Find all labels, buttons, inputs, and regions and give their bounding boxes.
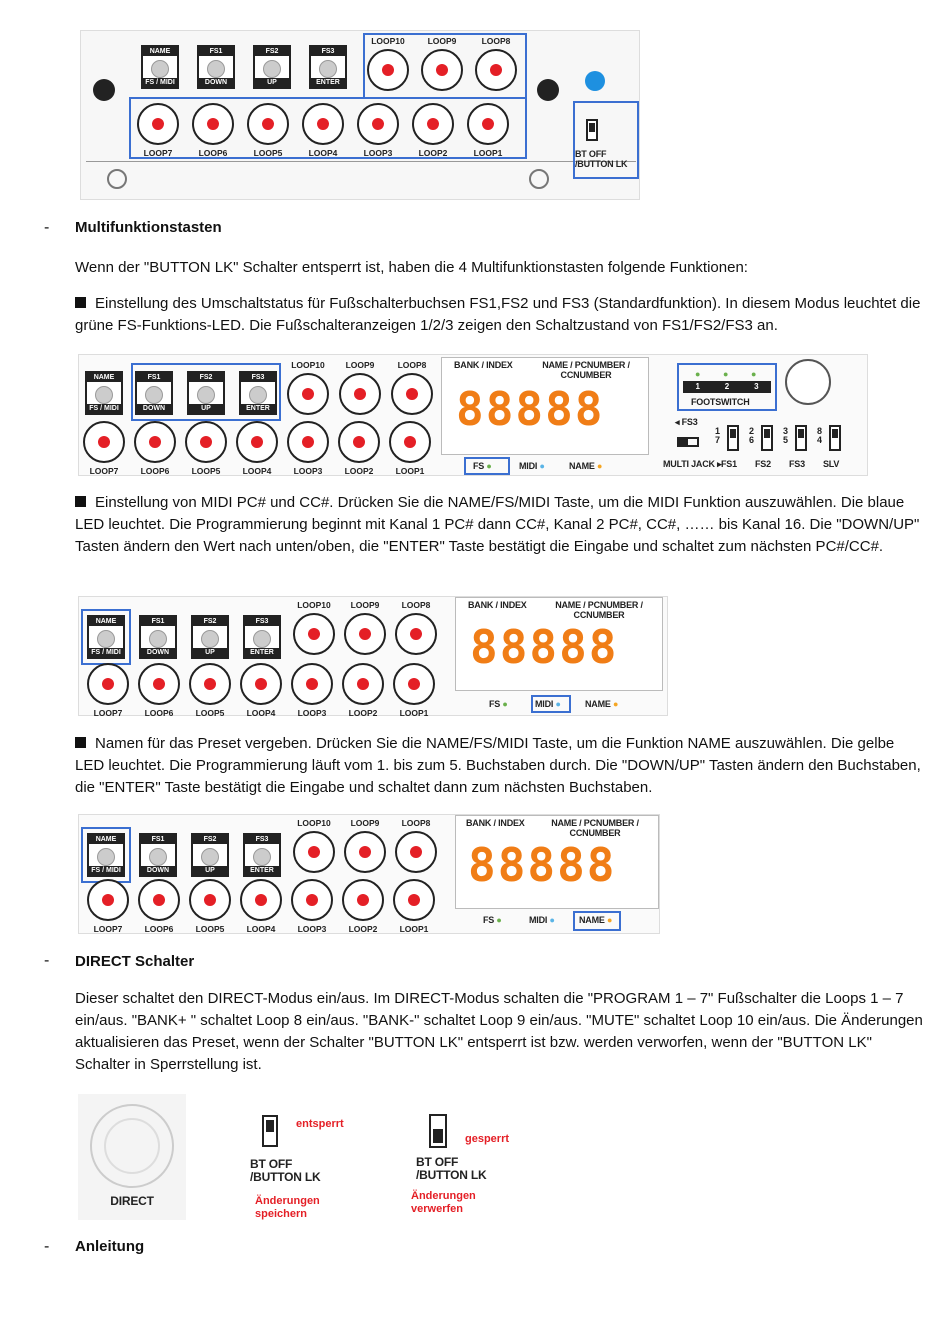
segment-display	[455, 597, 663, 691]
paragraph-name-function	[75, 733, 925, 799]
loop-button-loop7[interactable]	[87, 663, 129, 705]
dip-pair-label: 1 7	[715, 426, 720, 445]
loop-label: LOOP5	[195, 924, 225, 934]
loop-label: LOOP2	[348, 708, 378, 718]
loop-button-loop7[interactable]	[83, 421, 125, 463]
bt-off-switch[interactable]	[586, 119, 598, 141]
loop-label: LOOP6	[198, 148, 228, 158]
button-bottom-label: ENTER	[311, 78, 345, 87]
name-led-label: NAME ●	[585, 699, 619, 709]
function-button-fs3[interactable]	[239, 371, 277, 415]
jack-hole-right	[537, 79, 559, 101]
loop-label: LOOP4	[246, 708, 276, 718]
square-bullet-icon	[75, 297, 86, 308]
button-top-label: FS3	[245, 835, 279, 844]
function-button-fs1[interactable]	[139, 833, 177, 877]
loop-button-loop4[interactable]	[302, 103, 344, 145]
output-label: SLV	[823, 459, 840, 469]
loop-button-loop5[interactable]	[185, 421, 227, 463]
button-cap	[253, 630, 271, 648]
save-changes-label: Änderungen speichern	[255, 1195, 320, 1220]
loop-button-loop2[interactable]	[338, 421, 380, 463]
loop-button-loop2[interactable]	[412, 103, 454, 145]
function-button-fs1[interactable]	[197, 45, 235, 89]
loop-button-loop5[interactable]	[247, 103, 289, 145]
output-label: FS3	[789, 459, 805, 469]
loop-label: LOOP7	[143, 148, 173, 158]
loop-label: LOOP2	[348, 924, 378, 934]
loop-label: LOOP6	[144, 708, 174, 718]
function-button-fs1[interactable]	[139, 615, 177, 659]
loop-button-loop1[interactable]	[393, 879, 435, 921]
display-header-name: NAME / PCNUMBER / CCNUMBER	[555, 600, 643, 620]
display-header-bank: BANK / INDEX	[468, 600, 527, 610]
button-top-label: FS1	[141, 835, 175, 844]
loop-label: LOOP3	[297, 708, 327, 718]
footswitch-cap-icon	[104, 1118, 160, 1174]
button-cap	[201, 848, 219, 866]
multi-jack-switch[interactable]	[677, 437, 699, 447]
square-bullet-icon	[75, 496, 86, 507]
segment-display	[441, 357, 649, 455]
loop-button-loop4[interactable]	[240, 663, 282, 705]
square-bullet-icon	[75, 737, 86, 748]
section-heading-multifunction: Multifunktionstasten	[75, 219, 222, 236]
screw-right	[529, 169, 549, 189]
button-bottom-label: DOWN	[137, 404, 171, 413]
button-top-label: NAME	[89, 617, 123, 626]
loop-button-loop9[interactable]	[344, 613, 386, 655]
button-bottom-label: FS / MIDI	[89, 648, 123, 657]
loop-label: LOOP8	[397, 360, 427, 370]
loop-button-loop6[interactable]	[134, 421, 176, 463]
button-cap	[319, 60, 337, 78]
loop-label: LOOP5	[253, 148, 283, 158]
button-top-label: NAME	[143, 47, 177, 56]
locked-label: gesperrt	[465, 1133, 510, 1145]
button-bottom-label: ENTER	[241, 404, 275, 413]
footswitch-led-2: ●	[723, 369, 729, 379]
multi-jack-label: MULTI JACK ▸	[663, 459, 722, 469]
button-top-label: NAME	[87, 373, 121, 382]
loop-button-loop4[interactable]	[240, 879, 282, 921]
loop-label: LOOP8	[401, 818, 431, 828]
discard-changes-label: Änderungen verwerfen	[411, 1190, 476, 1215]
footswitch-led-1: ●	[695, 369, 701, 379]
function-button-name[interactable]	[87, 615, 125, 659]
dip-switch-slv[interactable]	[829, 425, 841, 451]
loop-label: LOOP1	[395, 466, 425, 476]
loop-button-loop6[interactable]	[138, 663, 180, 705]
loop-label: LOOP1	[473, 148, 503, 158]
loop-button-loop10[interactable]	[293, 613, 335, 655]
loop-label: LOOP9	[350, 818, 380, 828]
bullet-dash: -	[44, 219, 50, 236]
loop-label: LOOP10	[371, 36, 405, 46]
button-bottom-label: UP	[189, 404, 223, 413]
function-button-fs2[interactable]	[187, 371, 225, 415]
button-cap	[201, 630, 219, 648]
function-button-fs3[interactable]	[309, 45, 347, 89]
loop-button-loop3[interactable]	[287, 421, 329, 463]
loop-button-loop9[interactable]	[344, 831, 386, 873]
footswitch-bar: 1 2 3	[683, 381, 771, 393]
dip-switch-fs1[interactable]	[727, 425, 739, 451]
button-bottom-label: FS / MIDI	[143, 78, 177, 87]
button-cap	[97, 848, 115, 866]
button-bottom-label: FS / MIDI	[87, 404, 121, 413]
display-header-bank: BANK / INDEX	[454, 360, 513, 370]
dip-pair-label: 8 4	[817, 426, 822, 445]
loop-button-loop1[interactable]	[389, 421, 431, 463]
loop-button-loop8[interactable]	[395, 831, 437, 873]
loop-button-loop9[interactable]	[339, 373, 381, 415]
loop-button-loop4[interactable]	[236, 421, 278, 463]
bullet-dash: -	[44, 952, 50, 969]
footswitch-label: FOOTSWITCH	[691, 397, 750, 407]
loop-label: LOOP10	[297, 818, 331, 828]
paragraph-midi-function	[75, 492, 925, 558]
fs3-arrow-label: ◂ FS3	[675, 417, 698, 427]
bt-off-switch-unlocked[interactable]	[262, 1115, 278, 1147]
seven-segment-digits: 88888	[456, 382, 605, 436]
loop-label: LOOP2	[418, 148, 448, 158]
function-button-fs2[interactable]	[191, 833, 229, 877]
front-panel-image	[80, 30, 640, 200]
button-cap	[149, 848, 167, 866]
display-header-name: NAME / PCNUMBER / CCNUMBER	[551, 818, 639, 838]
loop-label: LOOP8	[481, 36, 511, 46]
button-bottom-label: DOWN	[199, 78, 233, 87]
button-top-label: FS3	[241, 373, 275, 382]
loop-button-loop10[interactable]	[287, 373, 329, 415]
loop-label: LOOP4	[242, 466, 272, 476]
loop-button-loop1[interactable]	[467, 103, 509, 145]
loop-label: LOOP7	[89, 466, 119, 476]
dip-switch-fs3[interactable]	[795, 425, 807, 451]
unlocked-label: entsperrt	[296, 1118, 344, 1130]
loop-button-loop8[interactable]	[395, 613, 437, 655]
loop-label: LOOP3	[297, 924, 327, 934]
button-top-label: FS2	[255, 47, 289, 56]
footswitch-led-3: ●	[751, 369, 757, 379]
loop-button-loop3[interactable]	[291, 879, 333, 921]
loop-label: LOOP3	[363, 148, 393, 158]
button-cap	[207, 60, 225, 78]
loop-button-loop3[interactable]	[291, 663, 333, 705]
output-label: FS1	[721, 459, 737, 469]
loop-label: LOOP6	[140, 466, 170, 476]
paragraph-text: Einstellung des Umschaltstatus für Fußschalterbuchsen FS1,FS2 und FS3 (Standardfunktion). In diesem Modus leuchtet die grüne FS-Funktions-LED. Die Fußschalteranzeigen 1/2/3 zeigen den Schaltzustand von FS1/FS2/FS3 an.	[75, 295, 921, 334]
function-button-fs2[interactable]	[253, 45, 291, 89]
button-cap	[263, 60, 281, 78]
status-led-blue	[585, 71, 605, 91]
loop-label: LOOP5	[191, 466, 221, 476]
loop-label: LOOP1	[399, 924, 429, 934]
loop-label: LOOP8	[401, 600, 431, 610]
bt-off-label: BT OFF /BUTTON LK	[250, 1157, 321, 1184]
loop-label: LOOP3	[293, 466, 323, 476]
button-bottom-label: UP	[255, 78, 289, 87]
loop-button-loop8[interactable]	[391, 373, 433, 415]
paragraph-fs-function	[75, 293, 925, 337]
loop-button-loop2[interactable]	[342, 663, 384, 705]
jack-hole-left	[93, 79, 115, 101]
din-socket-icon	[785, 359, 831, 405]
panel-base-line	[86, 161, 636, 162]
button-bottom-label: ENTER	[245, 866, 279, 875]
loop-button-loop9[interactable]	[421, 49, 463, 91]
paragraph-text: Einstellung von MIDI PC# und CC#. Drücken Sie die NAME/FS/MIDI Taste, um die MIDI Funktion auszuwählen. Die blaue LED leuchtet. Die Programmierung beginnt mit Kanal 1 PC# dann CC#, Kanal 2 PC#, CC#, …… bis Kanal 16. Die "DOWN/UP" Tasten ändern den Wert nach unten/oben, die "ENTER" Taste bestätigt die Eingabe und schaltet zum nächsten PC#/CC#.	[75, 494, 920, 555]
direct-paragraph: Dieser schaltet den DIRECT-Modus ein/aus. Im DIRECT-Modus schalten die "PROGRAM 1 – 7" Fußschalter die Loops 1 – 7 ein/aus. "BANK+ " schaltet Loop 8 ein/aus. "BANK-" schaltet Loop 9 ein/aus. "MUTE" schaltet Loop 10 ein/aus. Die Änderungen aktualisieren das Preset, wenn der Schalter "BUTTON LK" entsperrt ist bzw. werden verworfen, wenn der "BUTTON LK" Schalter in Sperrstellung ist.	[75, 990, 923, 1073]
loop-button-loop7[interactable]	[87, 879, 129, 921]
midi-led-label: MIDI ●	[529, 915, 555, 925]
loop-button-loop3[interactable]	[357, 103, 399, 145]
loop-button-loop6[interactable]	[138, 879, 180, 921]
loop-label: LOOP7	[93, 924, 123, 934]
midi-led-label: MIDI ●	[535, 699, 561, 709]
loop-button-loop5[interactable]	[189, 663, 231, 705]
button-cap	[95, 386, 113, 404]
button-top-label: FS3	[311, 47, 345, 56]
dip-pair-label: 2 6	[749, 426, 754, 445]
button-top-label: FS2	[189, 373, 223, 382]
fs-led-label: FS ●	[473, 461, 492, 471]
loop-label: LOOP10	[291, 360, 325, 370]
bt-off-label: BT OFF /BUTTON LK	[416, 1155, 487, 1182]
dip-pair-label: 3 5	[783, 426, 788, 445]
function-button-name[interactable]	[87, 833, 125, 877]
button-bottom-label: DOWN	[141, 648, 175, 657]
button-bottom-label: ENTER	[245, 648, 279, 657]
loop-button-loop2[interactable]	[342, 879, 384, 921]
panel-fs-mode-image	[78, 354, 868, 476]
loop-label: LOOP9	[345, 360, 375, 370]
button-top-label: NAME	[89, 835, 123, 844]
loop-button-loop5[interactable]	[189, 879, 231, 921]
button-cap	[151, 60, 169, 78]
button-bottom-label: UP	[193, 648, 227, 657]
button-cap	[145, 386, 163, 404]
display-header-bank: BANK / INDEX	[466, 818, 525, 828]
function-button-name[interactable]	[85, 371, 123, 415]
loop-label: LOOP7	[93, 708, 123, 718]
loop-button-loop10[interactable]	[293, 831, 335, 873]
button-bottom-label: FS / MIDI	[89, 866, 123, 875]
loop-label: LOOP2	[344, 466, 374, 476]
button-top-label: FS3	[245, 617, 279, 626]
function-button-fs2[interactable]	[191, 615, 229, 659]
button-cap	[197, 386, 215, 404]
intro-paragraph: Wenn der "BUTTON LK" Schalter entsperrt ist, haben die 4 Multifunktionstasten folgende Funktionen:	[75, 259, 748, 276]
screw-left	[107, 169, 127, 189]
seven-segment-digits: 88888	[470, 620, 619, 674]
loop-label: LOOP6	[144, 924, 174, 934]
button-top-label: FS2	[193, 617, 227, 626]
button-bottom-label: UP	[193, 866, 227, 875]
loop-button-loop10[interactable]	[367, 49, 409, 91]
function-button-fs3[interactable]	[243, 833, 281, 877]
loop-label: LOOP10	[297, 600, 331, 610]
name-led-label: NAME ●	[569, 461, 603, 471]
button-cap	[253, 848, 271, 866]
button-top-label: FS1	[137, 373, 171, 382]
bullet-dash: -	[44, 1238, 50, 1255]
seven-segment-digits: 88888	[468, 838, 617, 892]
loop-button-loop1[interactable]	[393, 663, 435, 705]
output-label: FS2	[755, 459, 771, 469]
section-heading-direct: DIRECT Schalter	[75, 953, 195, 970]
display-header-name: NAME / PCNUMBER / CCNUMBER	[542, 360, 630, 380]
dip-switch-fs2[interactable]	[761, 425, 773, 451]
section-heading-manual: Anleitung	[75, 1238, 145, 1255]
loop-button-loop6[interactable]	[192, 103, 234, 145]
bt-off-label: BT OFF /BUTTON LK	[575, 149, 628, 169]
function-button-fs1[interactable]	[135, 371, 173, 415]
loop-label: LOOP9	[350, 600, 380, 610]
direct-label: DIRECT	[110, 1194, 154, 1208]
bt-off-switch-locked[interactable]	[429, 1114, 447, 1148]
button-bottom-label: DOWN	[141, 866, 175, 875]
fs-led-label: FS ●	[489, 699, 508, 709]
segment-display	[455, 815, 659, 909]
button-top-label: FS2	[193, 835, 227, 844]
loop-button-loop7[interactable]	[137, 103, 179, 145]
name-led-label: NAME ●	[579, 915, 613, 925]
midi-led-label: MIDI ●	[519, 461, 545, 471]
fs-led-label: FS ●	[483, 915, 502, 925]
function-button-name[interactable]	[141, 45, 179, 89]
panel-name-mode-image	[78, 814, 660, 934]
button-cap	[249, 386, 267, 404]
function-button-fs3[interactable]	[243, 615, 281, 659]
loop-label: LOOP9	[427, 36, 457, 46]
loop-label: LOOP5	[195, 708, 225, 718]
direct-footswitch-image	[78, 1094, 186, 1220]
button-top-label: FS1	[141, 617, 175, 626]
loop-label: LOOP4	[246, 924, 276, 934]
button-cap	[97, 630, 115, 648]
loop-label: LOOP4	[308, 148, 338, 158]
button-cap	[149, 630, 167, 648]
paragraph-text: Namen für das Preset vergeben. Drücken Sie die NAME/FS/MIDI Taste, um die Funktion NAME auszuwählen. Die gelbe LED leuchtet. Die Programmierung läuft vom 1. bis zum 5. Buchstaben durch. Die "DOWN/UP" Tasten ändern den Buchstaben, die "ENTER" Taste bestätigt die Eingabe und schaltet dann zum nächsten Buchstaben.	[75, 735, 921, 796]
panel-midi-mode-image	[78, 596, 668, 716]
button-top-label: FS1	[199, 47, 233, 56]
loop-label: LOOP1	[399, 708, 429, 718]
loop-button-loop8[interactable]	[475, 49, 517, 91]
